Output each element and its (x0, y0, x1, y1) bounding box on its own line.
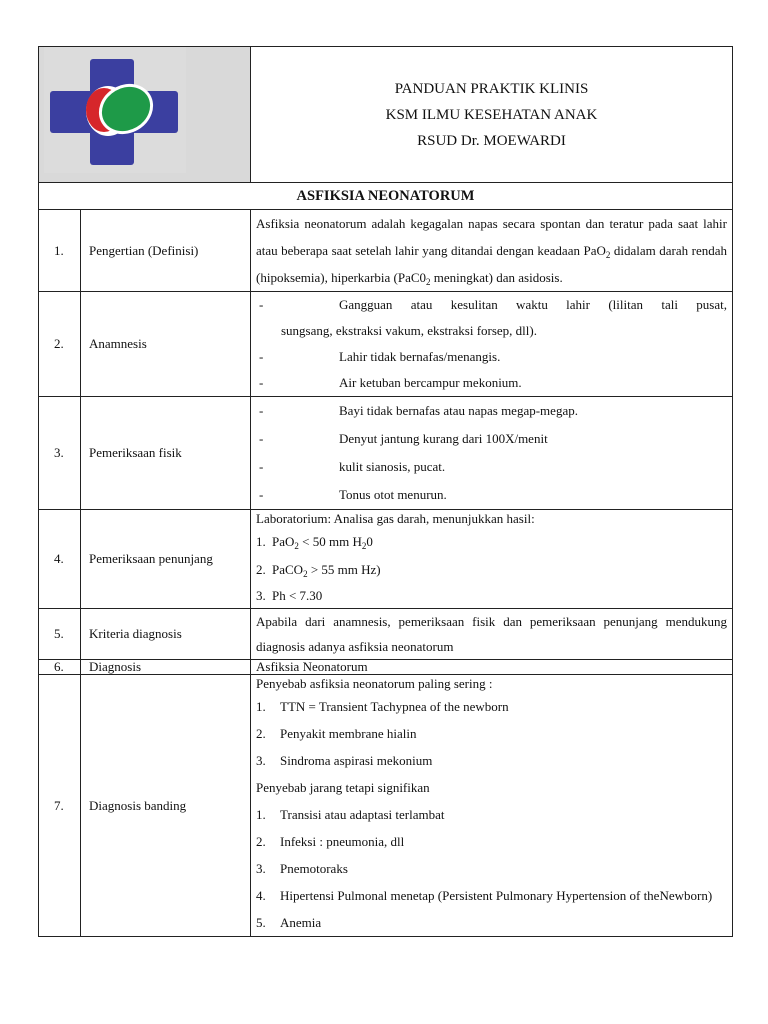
list-item-text: Anemia (280, 915, 322, 930)
header-line-2: KSM ILMU KESEHATAN ANAK (385, 106, 598, 123)
list-item: - kulit sianosis, pucat. (259, 459, 446, 474)
list-item-continued: sungsang, ekstraksi vakum, ekstraksi forsep, dll). (281, 323, 537, 338)
list-item (256, 720, 727, 747)
row-label: Pemeriksaan penunjang (81, 510, 251, 609)
doc-title: ASFIKSIA NEONATORUM (39, 183, 733, 210)
banding-list-2 (256, 801, 727, 936)
list-item-text: Hipertensi Pulmonal menetap (Persistent Pulmonary Hypertension of theNewborn) (280, 888, 713, 903)
list-item (256, 828, 727, 855)
list-item (256, 855, 727, 882)
list-item (256, 909, 727, 936)
doc-title-row (39, 183, 733, 210)
list-item-text: Transisi atau adaptasi terlambat (280, 807, 445, 822)
row-number: 1. (39, 210, 81, 292)
list-item: - Tonus otot menurun. (259, 487, 447, 502)
row-number: 4. (39, 510, 81, 609)
fisik-content (251, 397, 733, 510)
anamnesis-content (251, 292, 733, 397)
row-number: 6. (39, 660, 81, 675)
list-item: - Gangguan atau kesulitan waktu lahir (lilitan tali pusat, (259, 297, 727, 312)
list-item-number: 2. (256, 834, 266, 849)
row-label: Diagnosis banding (81, 675, 251, 937)
list-item-text: TTN = Transient Tachypnea of the newborn (280, 699, 509, 714)
list-item: - Lahir tidak bernafas/menangis. (259, 349, 501, 364)
list-item: - Air ketuban bercampur mekonium. (259, 375, 522, 390)
guideline-table (38, 46, 733, 937)
list-item-number: 4. (256, 888, 266, 903)
table-row (39, 292, 733, 397)
list-item: 1. PaO$_2$ < 50 mm $H_20$ (256, 534, 373, 551)
list-item (256, 693, 727, 720)
header-title-cell (251, 47, 733, 183)
list-item-number: 2. (256, 726, 266, 741)
table-row (39, 675, 733, 937)
header-line-1: PANDUAN PRAKTIK KLINIS (394, 80, 589, 97)
list-item-number: 1. (256, 699, 266, 714)
hospital-logo (44, 47, 186, 173)
list-item (256, 747, 727, 774)
list-item (256, 801, 727, 828)
kriteria-content: Apabila dari anamnesis, pemeriksaan fisik dan pemeriksaan penunjang mendukung diagnosis adanya asfiksia neonatorum (251, 609, 733, 660)
diagnosis-content: Asfiksia Neonatorum (251, 660, 733, 675)
table-row (39, 210, 733, 292)
row-label: Pengertian (Definisi) (81, 210, 251, 292)
banding-content (251, 675, 733, 937)
row-label: Pemeriksaan fisik (81, 397, 251, 510)
row-number: 2. (39, 292, 81, 397)
row-number: 7. (39, 675, 81, 937)
logo-cell (39, 47, 251, 183)
list-item-text: Sindroma aspirasi mekonium (280, 753, 433, 768)
list-item: 3. Ph < 7.30 (256, 588, 323, 603)
definisi-content: Asfiksia neonatorum adalah kegagalan napas secara spontan dan teratur pada saat lahir atau beberapa saat setelah lahir yang ditandai dengan keadaan PaO$_2$ didalam darah rendah (hipoksemia), hiperkarbia ($PaC0_2$ meningkat) dan asidosis. (251, 210, 733, 292)
list-item: - Bayi tidak bernafas atau napas megap-megap. (259, 403, 578, 418)
document-page (38, 46, 732, 937)
list-item: 2. PaCO$_2$ > 55 mm Hz) (256, 562, 381, 579)
list-item-text: Pnemotoraks (280, 861, 348, 876)
penunjang-content (251, 510, 733, 609)
row-number: 3. (39, 397, 81, 510)
table-row (39, 510, 733, 609)
table-row (39, 660, 733, 675)
banding-intro-2: Penyebab jarang tetapi signifikan (256, 780, 430, 795)
list-item-number: 3. (256, 753, 266, 768)
list-item: - Denyut jantung kurang dari 100X/menit (259, 431, 548, 446)
row-label: Kriteria diagnosis (81, 609, 251, 660)
list-item-number: 3. (256, 861, 266, 876)
list-item-text: Penyakit membrane hialin (280, 726, 417, 741)
header-line-3: RSUD Dr. MOEWARDI (417, 132, 566, 149)
table-row (39, 397, 733, 510)
banding-intro-1: Penyebab asfiksia neonatorum paling sering : (256, 676, 493, 691)
header-row (39, 47, 733, 183)
row-label: Anamnesis (81, 292, 251, 397)
list-item-number: 5. (256, 915, 266, 930)
list-item-text: Infeksi : pneumonia, dll (280, 834, 405, 849)
table-row (39, 609, 733, 660)
row-number: 5. (39, 609, 81, 660)
list-item-number: 1. (256, 807, 266, 822)
list-item (256, 882, 727, 909)
row-label: Diagnosis (81, 660, 251, 675)
penunjang-intro: Laboratorium: Analisa gas darah, menunjukkan hasil: (256, 511, 535, 526)
banding-list-1 (256, 693, 727, 774)
